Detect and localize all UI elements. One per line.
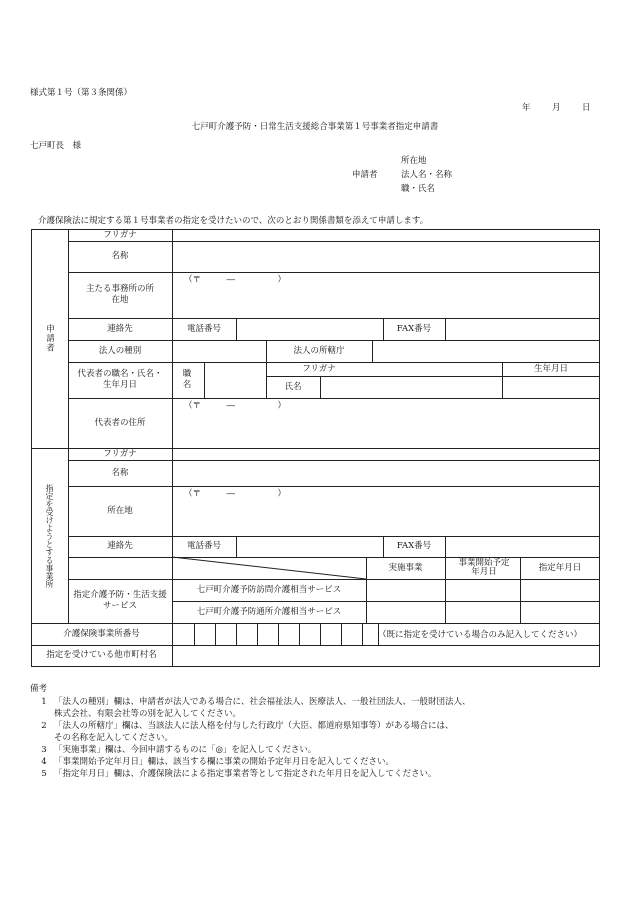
facility-fax-label: FAX番号 bbox=[396, 541, 432, 552]
rep-postal-code-field[interactable]: （〒 ― ） bbox=[184, 401, 287, 411]
facility-section-label: 指定を受けようとする事業所 bbox=[45, 483, 54, 588]
corp-authority-input[interactable] bbox=[373, 341, 599, 362]
note-item: 5 「指定年月日」欄は、介護保険法による指定事業者等として指定された年月日を記入してください。 bbox=[41, 769, 437, 779]
note-item: 3 「実施事業」欄は、今回申請するものに「◎」を記入してください。 bbox=[41, 745, 317, 755]
furigana-label: フリガナ bbox=[103, 229, 137, 240]
service-label: 指定介護予防・生活支援サービス bbox=[73, 590, 167, 611]
addressee: 七戸町長 様 bbox=[30, 141, 82, 151]
rep-title-input[interactable] bbox=[205, 363, 266, 398]
form-number: 様式第１号（第３条関係） bbox=[30, 88, 133, 98]
corp-authority-label: 法人の所轄庁 bbox=[293, 345, 345, 356]
corp-type-label: 法人の種別 bbox=[98, 345, 142, 356]
notes-section bbox=[30, 683, 610, 780]
facility-contact-label: 連絡先 bbox=[107, 541, 133, 552]
rep-furigana-label: フリガナ bbox=[302, 363, 336, 374]
notes-heading: 備考 bbox=[30, 684, 48, 694]
applicant-phone-input[interactable] bbox=[237, 319, 383, 340]
page-title: 七戸町介護予防・日常生活支援総合事業第１号事業者指定申請書 bbox=[191, 122, 439, 132]
note-item: 1 「法人の種別」欄は、申請者が法人である場合に、社会福祉法人、医療法人、一般社団法人、一般財団法人、 株式会社、有限会社等の別を記入してください。 bbox=[41, 697, 471, 719]
facility-furigana-input[interactable] bbox=[173, 449, 599, 460]
applicant-name-input[interactable] bbox=[173, 242, 599, 272]
applicant-label: 申請者 bbox=[352, 170, 378, 180]
applicant-furigana-input[interactable] bbox=[173, 230, 599, 241]
applicant-section-label: 申請者 bbox=[44, 324, 55, 353]
other-municipality-input[interactable] bbox=[173, 646, 599, 666]
facility-furigana-label: フリガナ bbox=[103, 448, 137, 459]
rep-name-label: 氏名 bbox=[284, 381, 302, 392]
name-label: 名称 bbox=[111, 251, 129, 262]
insurance-number-note: （既に指定を受けている場合のみ記入してください） bbox=[378, 630, 583, 640]
service-day-care: 七戸町介護予防通所介護相当サービス bbox=[196, 606, 342, 617]
facility-location-label: 所在地 bbox=[107, 505, 133, 516]
other-municipality-label: 指定を受けている他市町村名 bbox=[46, 650, 157, 661]
facility-phone-input[interactable] bbox=[237, 537, 383, 557]
dob-label: 生年月日 bbox=[533, 363, 568, 374]
rep-title-name-dob-label: 代表者の職名・氏名・生年月日 bbox=[77, 369, 163, 390]
postal-code-field[interactable]: （〒 ― ） bbox=[184, 275, 287, 285]
title-short-label: 職名 bbox=[182, 369, 192, 390]
col-designation-date: 指定年月日 bbox=[538, 562, 582, 573]
phone-label: 電話番号 bbox=[186, 323, 221, 334]
date-day: 日 bbox=[582, 103, 591, 113]
applicant-corp-name-label: 法人名・名称 bbox=[401, 170, 453, 180]
facility-name-input[interactable] bbox=[173, 461, 599, 486]
date-year: 年 bbox=[522, 103, 531, 113]
date-month: 月 bbox=[552, 103, 561, 113]
main-office-label: 主たる事務所の所在地 bbox=[85, 284, 154, 305]
col-start-date: 事業開始予定年月日 bbox=[458, 557, 510, 577]
contact-label: 連絡先 bbox=[107, 323, 133, 334]
insurance-number-label: 介護保険事業所番号 bbox=[63, 628, 140, 639]
applicant-title-name-label: 職・氏名 bbox=[401, 184, 436, 194]
facility-postal-code-field[interactable]: （〒 ― ） bbox=[184, 489, 287, 499]
applicant-location-label: 所在地 bbox=[401, 156, 427, 166]
corp-type-input[interactable] bbox=[173, 341, 266, 362]
intro-text: 介護保険法に規定する第１号事業者の指定を受けたいので、次のとおり関係書類を添えて申請します。 bbox=[38, 216, 429, 226]
rep-dob-input[interactable] bbox=[503, 377, 599, 398]
applicant-fax-input[interactable] bbox=[446, 319, 599, 340]
rep-name-input[interactable] bbox=[321, 377, 502, 398]
service-visit-care: 七戸町介護予防訪問介護相当サービス bbox=[196, 584, 342, 595]
fax-label: FAX番号 bbox=[396, 323, 432, 334]
rep-address-label: 代表者の住所 bbox=[94, 417, 146, 428]
facility-fax-input[interactable] bbox=[446, 537, 599, 557]
note-item: 2 「法人の所轄庁」欄は、当該法人に法人格を付与した行政庁（大臣、都道府県知事等）がある場合には、 その名称を記入してください。 bbox=[41, 721, 454, 743]
note-item: 4 「事業開始予定年月日」欄は、該当する欄に事業の開始予定年月日を記入してください。 bbox=[41, 757, 395, 767]
facility-name-label: 名称 bbox=[111, 467, 129, 478]
col-implementation: 実施事業 bbox=[388, 562, 423, 573]
facility-phone-label: 電話番号 bbox=[186, 541, 221, 552]
